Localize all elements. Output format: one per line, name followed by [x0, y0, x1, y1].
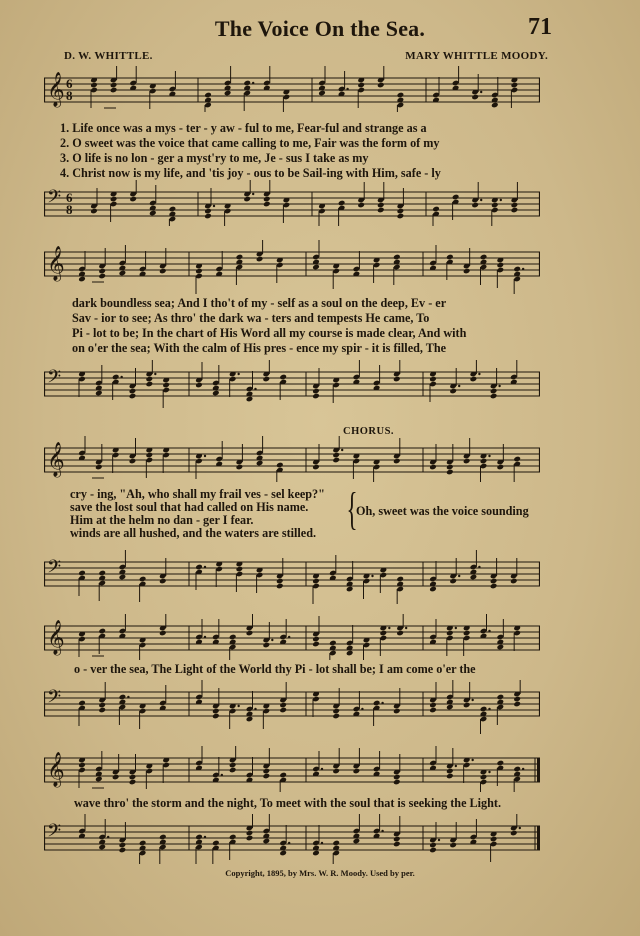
- note-head: [279, 702, 287, 709]
- lyric-line: 3. O life is no lon - ger a myst'ry to me, Je - sus I take as my: [60, 151, 369, 165]
- note-head: [393, 708, 401, 715]
- dot: [221, 774, 223, 776]
- note-head: [78, 570, 86, 577]
- treble-clef-icon: 𝄞: [47, 246, 65, 281]
- note-head: [429, 702, 437, 709]
- note-head: [263, 196, 271, 203]
- note-head: [446, 773, 454, 780]
- dot: [120, 376, 122, 378]
- note-head: [332, 768, 340, 775]
- note-head: [110, 82, 118, 89]
- staff-lines: [44, 436, 540, 482]
- note-head: [429, 464, 437, 471]
- staff-lines: [44, 680, 540, 734]
- note-head: [276, 583, 284, 590]
- note-head: [346, 586, 354, 593]
- note-head: [397, 92, 405, 99]
- lyric-line: 4. Christ now is my life, and 'tis joy - ous to be Sail-ing with Him, safe - ly: [60, 166, 441, 180]
- note-head: [212, 390, 220, 397]
- note-head: [146, 381, 154, 388]
- note-head: [195, 834, 203, 841]
- note-head: [393, 774, 401, 781]
- dot: [478, 373, 480, 375]
- dot: [480, 91, 482, 93]
- dot: [237, 373, 239, 375]
- note-head: [491, 202, 499, 209]
- dot: [488, 771, 490, 773]
- note-head: [490, 393, 498, 400]
- note-head: [397, 208, 405, 215]
- staff-lines: [44, 746, 540, 792]
- dot: [127, 696, 129, 698]
- time-signature: 8: [66, 88, 73, 103]
- note-head: [146, 376, 154, 383]
- lyric-line: cry - ing, "Ah, who shall my frail ves - sel keep?": [70, 487, 325, 501]
- dot: [288, 842, 290, 844]
- note-head: [119, 574, 127, 581]
- note-head: [98, 844, 106, 851]
- note-head: [129, 196, 137, 203]
- dot: [107, 836, 109, 838]
- dot: [371, 575, 373, 577]
- dot: [488, 708, 490, 710]
- dot: [478, 566, 480, 568]
- composer-credit: MARY WHITTLE MOODY.: [405, 50, 548, 62]
- note-head: [497, 760, 505, 767]
- note-head: [95, 776, 103, 783]
- lyric-line: o - ver the sea, The Light of the World thy Pi - lot shall be; I am come o'er the: [74, 662, 476, 676]
- lyric-line: 2. O sweet was the voice that came calling to me, Fair was the form of my: [60, 136, 440, 150]
- note-head: [490, 836, 498, 843]
- dot: [458, 385, 460, 387]
- note-head: [212, 840, 220, 847]
- note-head: [446, 630, 454, 637]
- note-head: [511, 82, 519, 89]
- dot: [321, 768, 323, 770]
- note-head: [480, 706, 488, 713]
- note-head: [429, 847, 437, 854]
- note-head: [159, 834, 167, 841]
- time-signature: 6: [66, 76, 73, 91]
- note-head: [119, 694, 127, 701]
- note-head: [377, 82, 385, 89]
- note-head: [246, 396, 254, 403]
- note-head: [429, 586, 437, 593]
- note-head: [159, 268, 167, 275]
- time-signature: 6: [66, 190, 73, 205]
- note-head: [312, 388, 320, 395]
- note-head: [318, 90, 326, 97]
- note-head: [169, 206, 177, 213]
- note-head: [449, 578, 457, 585]
- staff-lines: [44, 614, 540, 660]
- lyric-line: dark boundless sea; And I tho't of my - self as a soul on the deep, Ev - er: [72, 296, 447, 310]
- note-head: [276, 578, 284, 585]
- dot: [498, 385, 500, 387]
- lyric-line: on o'er the sea; With the calm of His pres - ence my spir - it is filled, The: [72, 341, 447, 355]
- note-head: [353, 838, 361, 845]
- bass-clef-icon: 𝄢: [47, 557, 62, 582]
- dot: [471, 759, 473, 761]
- note-head: [393, 376, 401, 383]
- note-head: [246, 830, 254, 837]
- note-head: [236, 464, 244, 471]
- note-head: [78, 700, 86, 707]
- note-head: [256, 256, 264, 263]
- dot: [455, 765, 457, 767]
- note-head: [159, 578, 167, 585]
- note-head: [243, 80, 251, 87]
- note-head: [236, 254, 244, 261]
- lyric-line: wave thro' the storm and the night, To meet with the soul that is seeking the Light.: [74, 796, 502, 810]
- bass-staff-3: [44, 550, 540, 604]
- note-head: [470, 376, 478, 383]
- dot: [381, 702, 383, 704]
- note-head: [497, 644, 505, 651]
- treble-staff-1: [44, 66, 540, 112]
- note-head: [513, 266, 521, 273]
- note-head: [446, 254, 454, 261]
- dot: [204, 566, 206, 568]
- note-head: [377, 202, 385, 209]
- bass-staff-2: [44, 360, 540, 414]
- dot: [488, 455, 490, 457]
- staff-lines: [44, 240, 540, 294]
- staff-lines: [44, 360, 540, 414]
- note-head: [471, 202, 479, 209]
- note-head: [393, 254, 401, 261]
- note-head: [463, 702, 471, 709]
- note-head: [263, 376, 271, 383]
- note-head: [312, 850, 320, 857]
- dot: [204, 636, 206, 638]
- treble-clef-icon: 𝄞: [47, 72, 65, 107]
- dot: [252, 193, 254, 195]
- page-number: 71: [528, 14, 552, 40]
- dot: [288, 636, 290, 638]
- dot: [237, 705, 239, 707]
- note-head: [243, 196, 251, 203]
- note-head: [229, 762, 237, 769]
- note-head: [490, 388, 498, 395]
- note-head: [332, 457, 340, 464]
- note-head: [246, 835, 254, 842]
- note-head: [480, 458, 488, 465]
- note-head: [159, 630, 167, 637]
- note-head: [513, 701, 521, 708]
- note-head: [429, 842, 437, 849]
- note-head: [471, 94, 479, 101]
- note-head: [452, 194, 460, 201]
- note-head: [149, 210, 157, 217]
- note-head: [513, 766, 521, 773]
- note-head: [263, 201, 271, 208]
- note-head: [480, 774, 488, 781]
- note-head: [312, 464, 320, 471]
- note-head: [279, 772, 287, 779]
- note-head: [380, 630, 388, 637]
- dot: [361, 708, 363, 710]
- note-head: [429, 707, 437, 714]
- dot: [522, 768, 524, 770]
- note-head: [119, 847, 127, 854]
- note-head: [98, 702, 106, 709]
- dot: [405, 627, 407, 629]
- note-head: [446, 469, 454, 476]
- note-head: [449, 388, 457, 395]
- note-head: [491, 102, 499, 109]
- copyright-notice: Copyright, 1895, by Mrs. W. R. Moody. Used by per.: [225, 868, 415, 878]
- dot: [471, 699, 473, 701]
- note-head: [224, 90, 232, 97]
- note-head: [129, 774, 137, 781]
- note-head: [119, 270, 127, 277]
- staff-lines: [44, 550, 540, 604]
- note-head: [195, 382, 203, 389]
- note-head: [312, 636, 320, 643]
- note-head: [357, 82, 365, 89]
- treble-clef-icon: 𝄞: [47, 620, 65, 655]
- note-head: [90, 82, 98, 89]
- dot: [254, 708, 256, 710]
- note-head: [129, 779, 137, 786]
- note-head: [95, 464, 103, 471]
- note-head: [263, 773, 271, 780]
- note-head: [279, 707, 287, 714]
- lyricist-credit: D. W. WHITTLE.: [64, 50, 153, 62]
- note-head: [229, 634, 237, 641]
- lyric-line: winds are all hushed, and the waters are stilled.: [70, 526, 317, 540]
- note-head: [90, 208, 98, 215]
- note-head: [312, 264, 320, 271]
- treble-clef-icon: 𝄞: [47, 442, 65, 477]
- staff-lines: [44, 814, 540, 864]
- note-head: [463, 268, 471, 275]
- dot: [480, 199, 482, 201]
- note-head: [338, 200, 346, 207]
- lyric-line: Sav - ior to see; As thro' the dark wa - ters and tempests He came, To: [72, 311, 430, 325]
- note-head: [510, 578, 518, 585]
- note-head: [312, 641, 320, 648]
- note-head: [513, 456, 521, 463]
- note-head: [393, 841, 401, 848]
- note-head: [393, 458, 401, 465]
- note-head: [396, 630, 404, 637]
- hymn-title: The Voice On the Sea.: [214, 16, 426, 41]
- note-head: [204, 213, 212, 220]
- dot: [500, 199, 502, 201]
- note-head: [78, 276, 86, 283]
- bass-staff-5: [44, 814, 540, 864]
- note-head: [332, 452, 340, 459]
- note-head: [146, 452, 154, 459]
- note-head: [95, 390, 103, 397]
- note-head: [112, 774, 120, 781]
- note-head: [139, 576, 147, 583]
- note-head: [429, 376, 437, 383]
- dot: [321, 842, 323, 844]
- note-head: [332, 708, 340, 715]
- staff-lines: [44, 180, 540, 226]
- bass-staff-1: [44, 180, 540, 226]
- lyric-line: save the lost soul that had called on His name.: [70, 500, 309, 514]
- note-head: [480, 254, 488, 261]
- dot: [341, 449, 343, 451]
- note-head: [511, 202, 519, 209]
- note-head: [510, 830, 518, 837]
- note-head: [112, 374, 120, 381]
- note-head: [98, 707, 106, 714]
- note-head: [312, 578, 320, 585]
- note-head: [396, 576, 404, 583]
- note-head: [497, 262, 505, 269]
- note-head: [513, 696, 521, 703]
- bass-clef-icon: 𝄢: [47, 367, 62, 392]
- note-head: [98, 570, 106, 577]
- note-head: [497, 694, 505, 701]
- note-head: [195, 268, 203, 275]
- note-head: [98, 268, 106, 275]
- note-head: [119, 842, 127, 849]
- chorus-label: CHORUS.: [343, 426, 395, 437]
- dot: [438, 839, 440, 841]
- note-head: [397, 213, 405, 220]
- note-head: [353, 768, 361, 775]
- note-head: [279, 374, 287, 381]
- time-signature: 8: [66, 202, 73, 217]
- treble-staff-3: [44, 436, 540, 482]
- note-head: [229, 834, 237, 841]
- note-head: [98, 273, 106, 280]
- note-head: [204, 92, 212, 99]
- note-head: [329, 640, 337, 647]
- bass-staff-4: [44, 680, 540, 734]
- note-head: [256, 460, 264, 467]
- note-head: [263, 642, 271, 649]
- note-head: [279, 850, 287, 857]
- note-head: [446, 464, 454, 471]
- treble-staff-2: [44, 240, 540, 294]
- note-head: [446, 704, 454, 711]
- bass-clef-icon: 𝄢: [47, 187, 62, 212]
- staff-lines: [44, 66, 540, 112]
- note-head: [246, 630, 254, 637]
- note-head: [78, 762, 86, 769]
- note-head: [312, 393, 320, 400]
- treble-staff-4: [44, 614, 540, 660]
- note-head: [129, 388, 137, 395]
- note-head: [212, 713, 220, 720]
- note-head: [511, 207, 519, 214]
- note-head: [129, 458, 137, 465]
- dot: [204, 836, 206, 838]
- note-head: [463, 458, 471, 465]
- note-head: [393, 836, 401, 843]
- dot: [154, 373, 156, 375]
- note-head: [332, 713, 340, 720]
- bass-clef-icon: 𝄢: [47, 687, 62, 712]
- note-head: [346, 650, 354, 657]
- note-head: [195, 564, 203, 571]
- note-head: [229, 767, 237, 774]
- note-head: [470, 574, 478, 581]
- note-head: [449, 842, 457, 849]
- note-head: [204, 208, 212, 215]
- dot: [254, 388, 256, 390]
- note-head: [432, 206, 440, 213]
- note-head: [236, 566, 244, 573]
- lyric-line: Pi - lot to be; In the chart of His Word all my course is made clear, And with: [72, 326, 467, 340]
- note-head: [139, 840, 147, 847]
- note-head: [162, 382, 170, 389]
- dot: [458, 575, 460, 577]
- note-head: [373, 700, 381, 707]
- dot: [271, 639, 273, 641]
- dot: [252, 82, 254, 84]
- dot: [381, 830, 383, 832]
- note-head: [110, 196, 118, 203]
- dot: [519, 827, 521, 829]
- note-head: [463, 630, 471, 637]
- treble-clef-icon: 𝄞: [47, 752, 65, 787]
- bass-clef-icon: 𝄢: [47, 821, 62, 846]
- note-head: [110, 87, 118, 94]
- note-head: [377, 207, 385, 214]
- note-head: [446, 768, 454, 775]
- dot: [522, 268, 524, 270]
- note-head: [490, 578, 498, 585]
- dot: [455, 627, 457, 629]
- note-head: [263, 838, 271, 845]
- note-head: [129, 393, 137, 400]
- chorus-lyric: Oh, sweet was the voice sounding: [356, 504, 529, 518]
- dot: [346, 88, 348, 90]
- lyric-line: Him at the helm no dan - ger I fear.: [70, 513, 254, 527]
- verse-brace: {: [346, 483, 358, 534]
- lyric-line: 1. Life once was a mys - ter - y aw - ful to me, Fear-ful and strange as a: [60, 121, 427, 135]
- note-head: [98, 628, 106, 635]
- dot: [488, 630, 490, 632]
- note-head: [212, 708, 220, 715]
- note-head: [246, 716, 254, 723]
- dot: [204, 455, 206, 457]
- note-head: [393, 779, 401, 786]
- note-head: [276, 462, 284, 469]
- note-head: [357, 202, 365, 209]
- note-head: [497, 464, 505, 471]
- treble-staff-5: [44, 746, 540, 792]
- dot: [213, 205, 215, 207]
- note-head: [332, 840, 340, 847]
- dot: [388, 627, 390, 629]
- note-head: [263, 768, 271, 775]
- note-head: [490, 583, 498, 590]
